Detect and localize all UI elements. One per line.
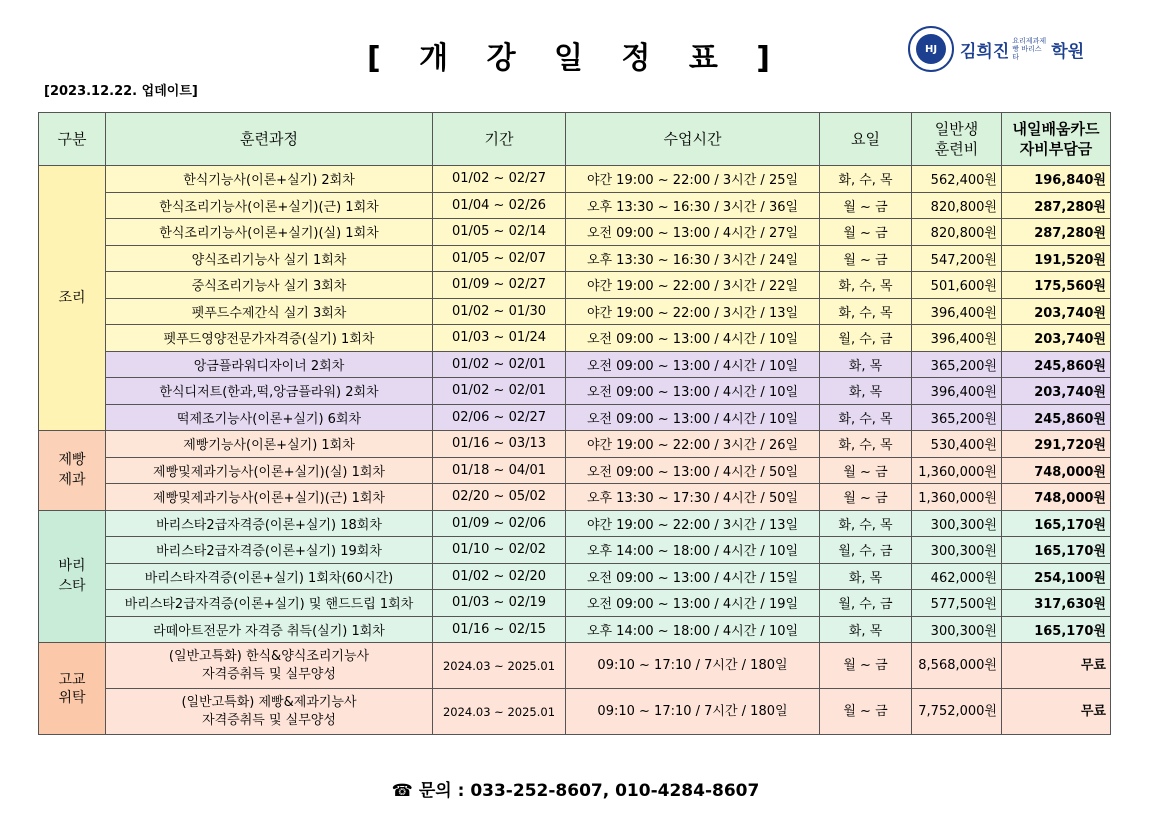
period-cell: 01/03 ~ 02/19 [433,590,566,617]
self-pay-cell: 287,280원 [1002,192,1111,219]
self-pay-cell: 175,560원 [1002,272,1111,299]
schedule-table [38,112,1111,735]
header-days: 요일 [820,113,912,166]
table-row [39,643,1111,689]
fee-cell: 7,752,000원 [912,689,1002,735]
table-row [39,510,1111,537]
self-pay-cell: 254,100원 [1002,563,1111,590]
self-pay-cell: 245,860원 [1002,404,1111,431]
period-cell: 02/06 ~ 02/27 [433,404,566,431]
course-cell: 펫푸드수제간식 실기 3회차 [106,298,433,325]
contact-info [0,776,1151,801]
self-pay-cell: 165,170원 [1002,537,1111,564]
period-cell: 01/16 ~ 03/13 [433,431,566,458]
days-cell: 월 ~ 금 [820,484,912,511]
time-cell: 오전 09:00 ~ 13:00 / 4시간 / 10일 [566,325,820,352]
period-cell: 01/09 ~ 02/06 [433,510,566,537]
table-row [39,325,1111,352]
self-pay-cell: 무료 [1002,643,1111,689]
fee-cell: 547,200원 [912,245,1002,272]
fee-cell: 300,300원 [912,616,1002,643]
table-row [39,219,1111,246]
table-row [39,457,1111,484]
days-cell: 화, 목 [820,616,912,643]
time-cell: 야간 19:00 ~ 22:00 / 3시간 / 13일 [566,298,820,325]
days-cell: 화, 수, 목 [820,404,912,431]
period-cell: 01/16 ~ 02/15 [433,616,566,643]
table-row [39,484,1111,511]
time-cell: 오후 14:00 ~ 18:00 / 4시간 / 10일 [566,537,820,564]
time-cell: 오전 09:00 ~ 13:00 / 4시간 / 10일 [566,404,820,431]
logo-sub: 요리제과제빵 바리스타 [1012,37,1047,61]
course-cell: 양식조리기능사 실기 1회차 [106,245,433,272]
time-cell: 오전 09:00 ~ 13:00 / 4시간 / 15일 [566,563,820,590]
header-self-pay: 내일배움카드 자비부담금 [1002,113,1111,166]
table-row [39,351,1111,378]
time-cell: 오전 09:00 ~ 13:00 / 4시간 / 50일 [566,457,820,484]
course-cell: 앙금플라워디자이너 2회차 [106,351,433,378]
days-cell: 월, 수, 금 [820,325,912,352]
days-cell: 월, 수, 금 [820,590,912,617]
header-fee: 일반생 훈련비 [912,113,1002,166]
period-cell: 01/02 ~ 02/01 [433,378,566,405]
logo-name: 김희진 [960,41,1010,62]
days-cell: 월 ~ 금 [820,689,912,735]
days-cell: 화, 수, 목 [820,272,912,299]
days-cell: 화, 목 [820,378,912,405]
time-cell: 야간 19:00 ~ 22:00 / 3시간 / 26일 [566,431,820,458]
days-cell: 월 ~ 금 [820,457,912,484]
self-pay-cell: 748,000원 [1002,457,1111,484]
course-cell: 한식조리기능사(이론+실기)(실) 1회차 [106,219,433,246]
fee-cell: 300,300원 [912,510,1002,537]
category-cell: 조리 [39,166,106,431]
category-cell: 바리 스타 [39,510,106,643]
fee-cell: 820,800원 [912,192,1002,219]
academy-logo [908,24,1084,74]
time-cell: 오전 09:00 ~ 13:00 / 4시간 / 27일 [566,219,820,246]
fee-cell: 365,200원 [912,351,1002,378]
contact-text: 문의 : 033-252-8607, 010-4284-8607 [418,781,760,801]
table-row [39,192,1111,219]
time-cell: 오후 14:00 ~ 18:00 / 4시간 / 10일 [566,616,820,643]
time-cell: 야간 19:00 ~ 22:00 / 3시간 / 13일 [566,510,820,537]
course-cell: 제빵및제과기능사(이론+실기)(실) 1회차 [106,457,433,484]
page-title: [ 개 강 일 정 표 ] [367,41,784,76]
category-cell: 제빵 제과 [39,431,106,511]
period-cell: 01/02 ~ 01/30 [433,298,566,325]
course-cell: 바리스타2급자격증(이론+실기) 및 핸드드립 1회차 [106,590,433,617]
self-pay-cell: 245,860원 [1002,351,1111,378]
fee-cell: 396,400원 [912,325,1002,352]
time-cell: 오후 13:30 ~ 17:30 / 4시간 / 50일 [566,484,820,511]
self-pay-cell: 무료 [1002,689,1111,735]
time-cell: 오전 09:00 ~ 13:00 / 4시간 / 10일 [566,351,820,378]
fee-cell: 1,360,000원 [912,457,1002,484]
period-cell: 2024.03 ~ 2025.01 [433,643,566,689]
course-cell: 바리스타자격증(이론+실기) 1회차(60시간) [106,563,433,590]
period-cell: 01/02 ~ 02/01 [433,351,566,378]
fee-cell: 501,600원 [912,272,1002,299]
period-cell: 01/05 ~ 02/07 [433,245,566,272]
self-pay-cell: 165,170원 [1002,510,1111,537]
days-cell: 화, 수, 목 [820,431,912,458]
period-cell: 01/09 ~ 02/27 [433,272,566,299]
course-cell: 제빵및제과기능사(이론+실기)(근) 1회차 [106,484,433,511]
logo-seal-icon: HJ [908,26,954,72]
table-row [39,590,1111,617]
period-cell: 2024.03 ~ 2025.01 [433,689,566,735]
course-cell: 한식조리기능사(이론+실기)(근) 1회차 [106,192,433,219]
time-cell: 오전 09:00 ~ 13:00 / 4시간 / 10일 [566,378,820,405]
self-pay-cell: 748,000원 [1002,484,1111,511]
fee-cell: 1,360,000원 [912,484,1002,511]
logo-suffix: 학원 [1051,41,1085,62]
table-header-row [39,113,1111,166]
header-time: 수업시간 [566,113,820,166]
days-cell: 월 ~ 금 [820,245,912,272]
time-cell: 야간 19:00 ~ 22:00 / 3시간 / 22일 [566,272,820,299]
course-cell: 제빵기능사(이론+실기) 1회차 [106,431,433,458]
period-cell: 01/03 ~ 01/24 [433,325,566,352]
course-cell: 떡제조기능사(이론+실기) 6회차 [106,404,433,431]
header-period: 기간 [433,113,566,166]
table-row [39,537,1111,564]
course-cell: (일반고특화) 한식&양식조리기능사 자격증취득 및 실무양성 [106,643,433,689]
self-pay-cell: 317,630원 [1002,590,1111,617]
days-cell: 화, 목 [820,563,912,590]
self-pay-cell: 287,280원 [1002,219,1111,246]
self-pay-cell: 196,840원 [1002,166,1111,193]
self-pay-cell: 203,740원 [1002,298,1111,325]
fee-cell: 462,000원 [912,563,1002,590]
header-course: 훈련과정 [106,113,433,166]
fee-cell: 530,400원 [912,431,1002,458]
table-row [39,245,1111,272]
period-cell: 02/20 ~ 05/02 [433,484,566,511]
time-cell: 09:10 ~ 17:10 / 7시간 / 180일 [566,689,820,735]
table-row [39,272,1111,299]
days-cell: 화, 목 [820,351,912,378]
period-cell: 01/05 ~ 02/14 [433,219,566,246]
time-cell: 오후 13:30 ~ 16:30 / 3시간 / 24일 [566,245,820,272]
table-row [39,563,1111,590]
header-category: 구분 [39,113,106,166]
course-cell: (일반고특화) 제빵&제과기능사 자격증취득 및 실무양성 [106,689,433,735]
course-cell: 라떼아트전문가 자격증 취득(실기) 1회차 [106,616,433,643]
course-cell: 중식조리기능사 실기 3회차 [106,272,433,299]
period-cell: 01/18 ~ 04/01 [433,457,566,484]
fee-cell: 8,568,000원 [912,643,1002,689]
days-cell: 화, 수, 목 [820,298,912,325]
period-cell: 01/02 ~ 02/20 [433,563,566,590]
self-pay-cell: 191,520원 [1002,245,1111,272]
fee-cell: 396,400원 [912,298,1002,325]
table-body [39,166,1111,735]
days-cell: 월, 수, 금 [820,537,912,564]
course-cell: 펫푸드영양전문가자격증(실기) 1회차 [106,325,433,352]
period-cell: 01/04 ~ 02/26 [433,192,566,219]
self-pay-cell: 291,720원 [1002,431,1111,458]
fee-cell: 300,300원 [912,537,1002,564]
phone-icon: ☎ [391,781,413,801]
table-row [39,404,1111,431]
table-row [39,166,1111,193]
time-cell: 오후 13:30 ~ 16:30 / 3시간 / 36일 [566,192,820,219]
fee-cell: 820,800원 [912,219,1002,246]
self-pay-cell: 203,740원 [1002,325,1111,352]
table-row [39,689,1111,735]
days-cell: 월 ~ 금 [820,219,912,246]
days-cell: 화, 수, 목 [820,510,912,537]
course-cell: 바리스타2급자격증(이론+실기) 19회차 [106,537,433,564]
days-cell: 월 ~ 금 [820,643,912,689]
self-pay-cell: 203,740원 [1002,378,1111,405]
period-cell: 01/10 ~ 02/02 [433,537,566,564]
self-pay-cell: 165,170원 [1002,616,1111,643]
time-cell: 야간 19:00 ~ 22:00 / 3시간 / 25일 [566,166,820,193]
table-row [39,298,1111,325]
fee-cell: 365,200원 [912,404,1002,431]
days-cell: 월 ~ 금 [820,192,912,219]
time-cell: 오전 09:00 ~ 13:00 / 4시간 / 19일 [566,590,820,617]
course-cell: 바리스타2급자격증(이론+실기) 18회차 [106,510,433,537]
time-cell: 09:10 ~ 17:10 / 7시간 / 180일 [566,643,820,689]
fee-cell: 562,400원 [912,166,1002,193]
table-row [39,616,1111,643]
course-cell: 한식기능사(이론+실기) 2회차 [106,166,433,193]
fee-cell: 396,400원 [912,378,1002,405]
period-cell: 01/02 ~ 02/27 [433,166,566,193]
fee-cell: 577,500원 [912,590,1002,617]
days-cell: 화, 수, 목 [820,166,912,193]
category-cell: 고교 위탁 [39,643,106,735]
table-row [39,378,1111,405]
update-date: [2023.12.22. 업데이트] [44,84,198,99]
course-cell: 한식디저트(한과,떡,앙금플라워) 2회차 [106,378,433,405]
table-row [39,431,1111,458]
